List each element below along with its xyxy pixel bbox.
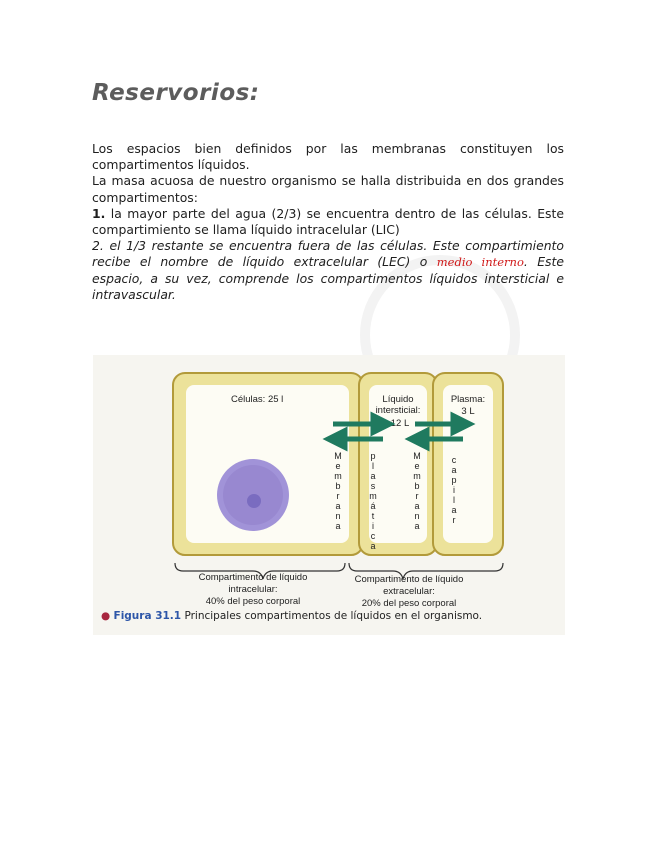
capillary-letter: p (451, 475, 457, 485)
paragraph-extracellular (92, 238, 564, 303)
medio-interno-highlight: medio interno (436, 255, 524, 270)
membrane-letter: r (415, 491, 419, 501)
plasma-label-line-2: 3 L (461, 406, 475, 417)
body-text (92, 141, 564, 303)
extracellular-text-end: . Este espacio, a su vez, comprende los compartimentos líquidos intersticial e intravascular. (92, 254, 564, 302)
capillary-letter: c (451, 455, 457, 465)
membrane-letter: a (335, 501, 341, 511)
membrane-letter: b (335, 481, 341, 491)
membrane-letter: r (336, 491, 340, 501)
intracellular-desc-1: Compartimento de líquido (198, 572, 308, 583)
membrane-letter: n (335, 511, 341, 521)
interstitial-label-line-3: 12 L (390, 418, 410, 429)
figure-caption (101, 610, 482, 622)
capillary-letter: i (453, 485, 455, 495)
capillary-letter: a (451, 465, 457, 475)
plasma-label-line-1: Plasma: (450, 394, 486, 405)
plasmatic-letter: a (370, 541, 376, 551)
intracellular-desc-3: 40% del peso corporal (205, 596, 301, 607)
plasmatic-letter: a (370, 471, 376, 481)
paragraph-intracellular (92, 206, 564, 238)
caption-text: Principales compartimentos de líquidos en el organismo. (184, 610, 483, 622)
membrane-letter: e (414, 461, 420, 471)
intracellular-desc-2: intracelular: (228, 584, 278, 595)
membrane-letter: M (334, 451, 342, 461)
caption-bullet: ● (101, 610, 111, 622)
membrane-letter: m (413, 471, 421, 481)
membrane-letter: a (335, 521, 341, 531)
page-title: Reservorios: (92, 80, 260, 106)
membrane-letter: M (413, 451, 421, 461)
membrane-letter: m (334, 471, 342, 481)
extracellular-desc-2: extracelular: (383, 586, 435, 597)
paragraph-distribution: La masa acuosa de nuestro organismo se halla distribuida en dos grandes compartimentos: (92, 173, 564, 205)
capillary-letter: r (452, 515, 456, 525)
compartments-figure (93, 355, 565, 635)
intracellular-text: la mayor parte del agua (2/3) se encuentra dentro de las células. Este compartimiento se llama líquido intracelular (LIC) (92, 205, 564, 238)
plasmatic-letter: l (372, 461, 374, 471)
nucleolus (247, 494, 261, 508)
membrane-letter: n (414, 511, 420, 521)
extracellular-desc-1: Compartimento de líquido (354, 574, 464, 585)
membrane-letter: a (414, 521, 420, 531)
membrane-letter: a (414, 501, 420, 511)
membrane-letter: e (335, 461, 341, 471)
figure-number: Figura 31.1 (113, 610, 182, 622)
plasmatic-letter: i (372, 521, 374, 531)
plasmatic-letter: c (370, 531, 376, 541)
plasmatic-letter: p (370, 451, 376, 461)
interstitial-label-line-1: Líquido (382, 394, 414, 405)
capillary-letter: a (451, 505, 457, 515)
extracellular-text-start: 2. el 1/3 restante se encuentra fuera de las células. Este compartimiento recibe el nombre de líquido extracelular (LEC) o (92, 238, 564, 270)
list-number: 1. (92, 205, 106, 221)
paragraph-compartments: Los espacios bien definidos por las membranas constituyen los compartimentos líquidos. (92, 141, 564, 173)
plasmatic-letter: á (370, 501, 376, 511)
plasmatic-letter: m (369, 491, 377, 501)
compartments-diagram (93, 355, 565, 635)
capillary-letter: l (453, 495, 455, 505)
interstitial-label-line-2: intersticial: (375, 405, 421, 416)
extracellular-desc-3: 20% del peso corporal (361, 598, 457, 609)
cells-label: Células: 25 l (231, 394, 284, 405)
membrane-letter: b (414, 481, 420, 491)
plasmatic-letter: t (371, 511, 375, 521)
plasmatic-letter: s (370, 481, 376, 491)
